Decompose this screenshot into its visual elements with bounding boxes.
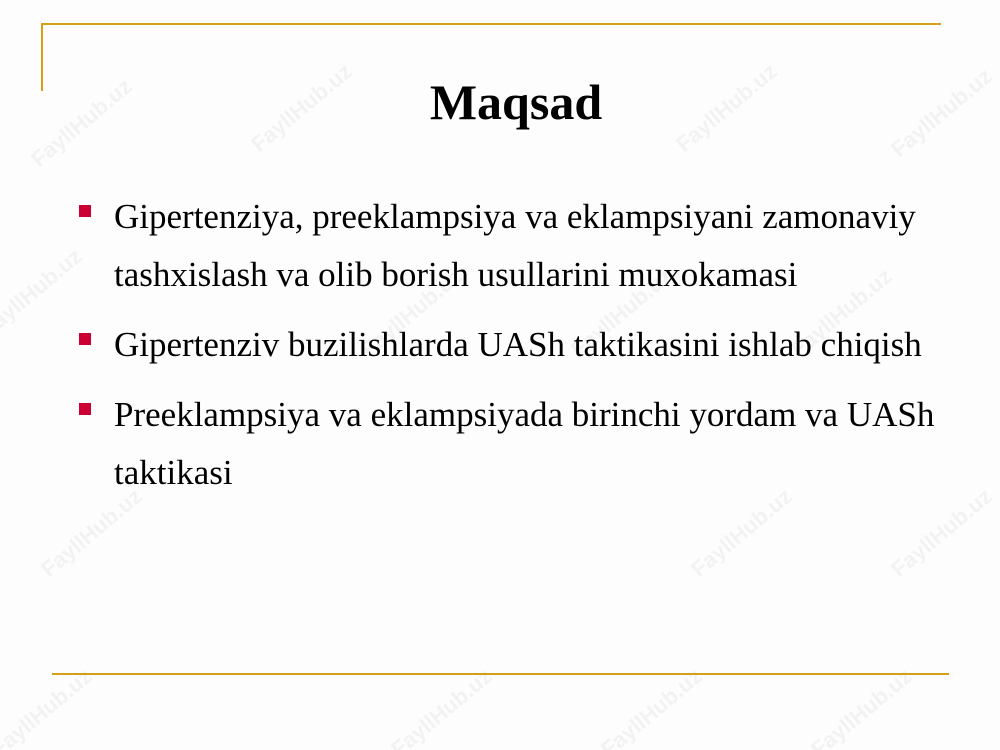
square-bullet-icon: [79, 205, 91, 217]
bullet-text: Preeklampsiya va eklampsiyada birinchi yordam va UASh taktikasi: [114, 395, 935, 492]
square-bullet-icon: [79, 403, 91, 415]
bottom-rule: [52, 673, 949, 675]
watermark-text: [806, 663, 917, 750]
list-item: [78, 316, 958, 374]
top-rule: [41, 23, 941, 25]
watermark-text: [0, 663, 97, 750]
watermark-text: [386, 663, 497, 750]
watermark-text: [0, 243, 87, 342]
watermark-text: [596, 663, 707, 750]
bullet-text: Gipertenziv buzilishlarda UASh taktikasini ishlab chiqish: [114, 325, 922, 364]
slide-title: Maqsad: [429, 74, 603, 130]
square-bullet-icon: [79, 333, 91, 345]
bullet-list: [78, 188, 958, 514]
bullet-text: Gipertenziya, preeklampsiya va eklampsiyani zamonaviy tashxislash va olib borish usullarini muxokamasi: [114, 197, 916, 294]
list-item: [78, 188, 958, 304]
list-item: [78, 386, 958, 502]
